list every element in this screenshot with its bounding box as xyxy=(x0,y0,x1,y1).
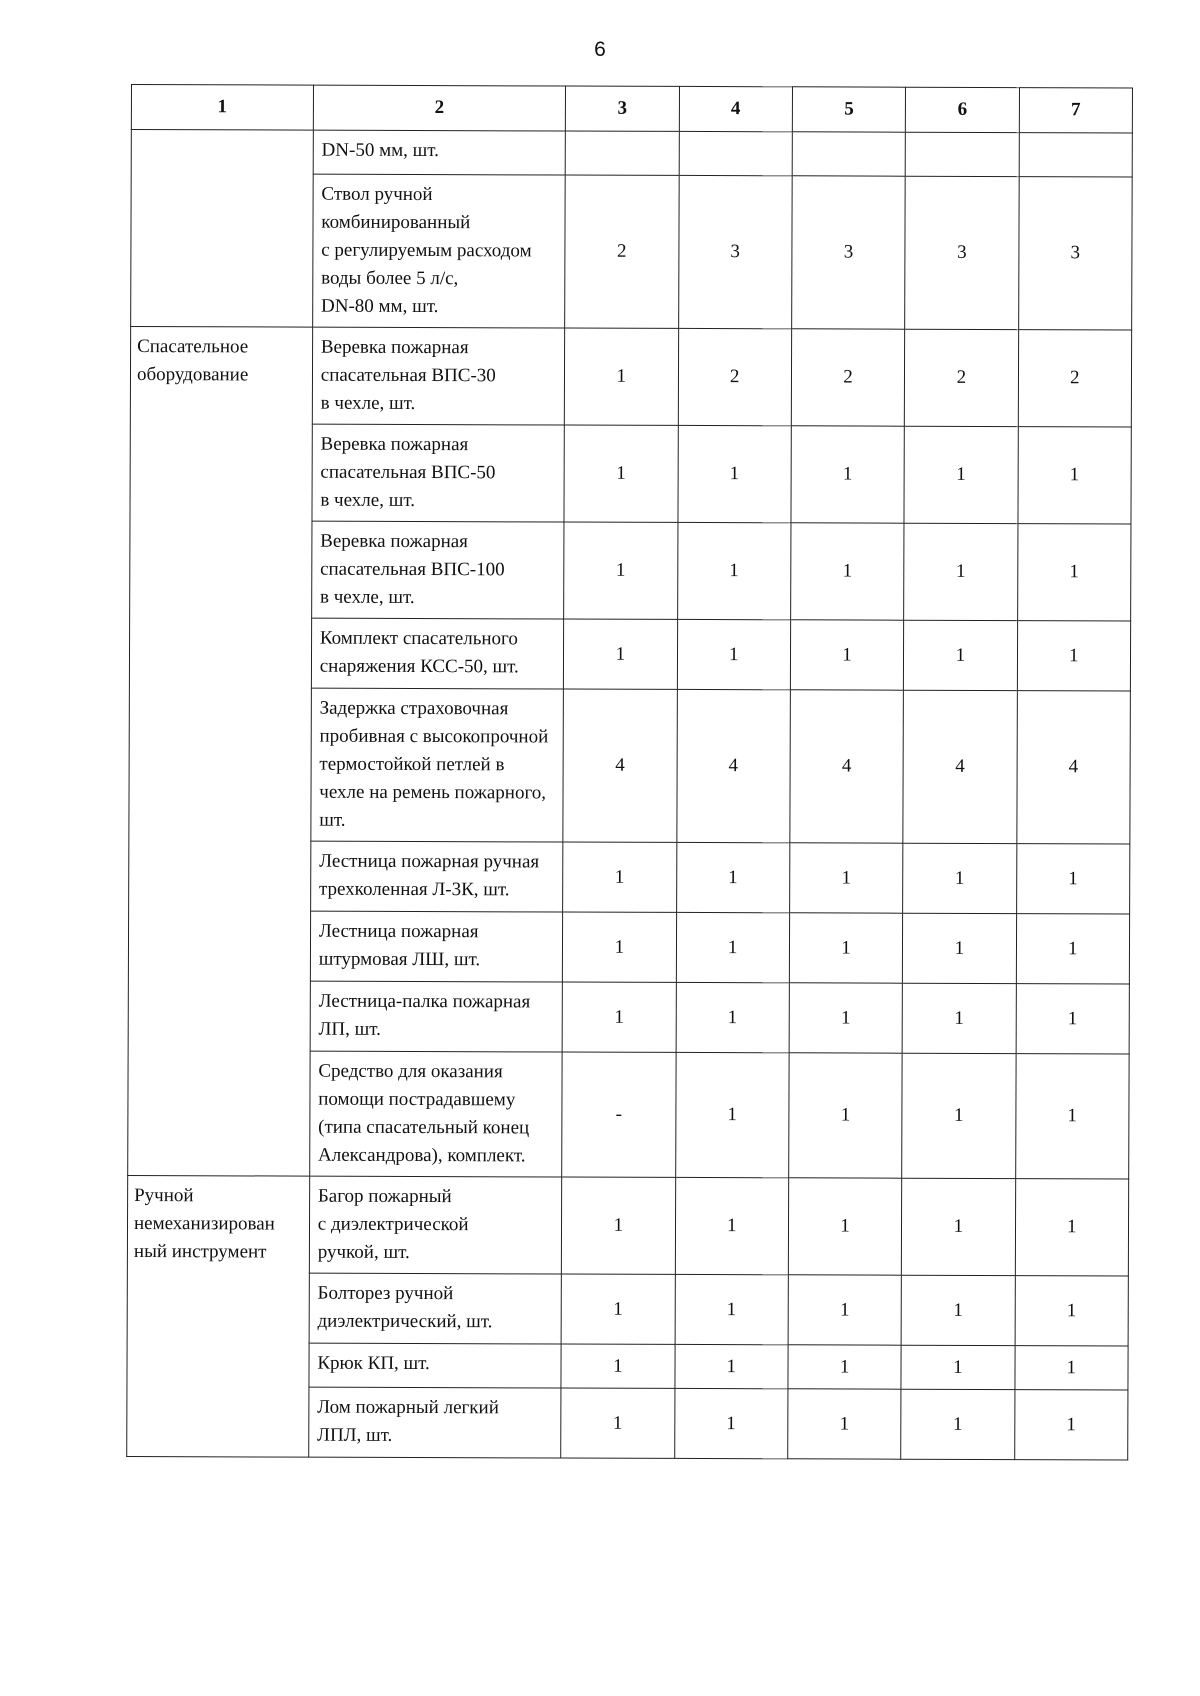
item-description xyxy=(311,688,564,842)
table-row xyxy=(130,327,1131,427)
quantity-cell-col4: 2 xyxy=(678,328,792,425)
quantity-cell-col4: 1 xyxy=(676,982,790,1052)
header-cell: 3 xyxy=(566,86,680,131)
item-description-line: диэлектрический, шт. xyxy=(317,1310,493,1333)
quantity-cell-col6: 1 xyxy=(904,426,1018,523)
item-description-line: Средство для оказания xyxy=(318,1060,503,1083)
quantity-cell-col7: 1 xyxy=(1015,1179,1129,1276)
table-row xyxy=(127,1175,1128,1275)
quantity-cell-col3: 2 xyxy=(565,175,679,328)
quantity-cell-col6: 1 xyxy=(904,620,1018,690)
quantity-cell-col5: 1 xyxy=(788,1389,902,1459)
quantity-cell-col5: 1 xyxy=(790,620,904,690)
equipment-table xyxy=(126,84,1133,1460)
quantity-cell-col7: 1 xyxy=(1016,984,1130,1054)
quantity-cell-col5 xyxy=(792,132,906,176)
quantity-cell-col3: 1 xyxy=(564,522,678,619)
item-description-line: Ствол ручной xyxy=(321,183,433,206)
quantity-cell-col5: 3 xyxy=(792,176,906,329)
item-description-line: Лестница пожарная xyxy=(318,920,479,943)
item-description xyxy=(309,1387,562,1458)
quantity-cell-col5: 1 xyxy=(789,1053,903,1178)
quantity-cell-col6: 4 xyxy=(903,690,1017,843)
item-description-line: спасательная ВПС-30 xyxy=(320,364,496,387)
quantity-cell-col3: 1 xyxy=(561,1388,675,1458)
item-description-line: штурмовая ЛШ, шт. xyxy=(318,948,481,971)
item-description-line: ЛПЛ, шт. xyxy=(317,1424,393,1446)
quantity-cell-col7: 1 xyxy=(1017,621,1131,691)
header-cell: 7 xyxy=(1019,88,1133,133)
quantity-cell-col7: 1 xyxy=(1018,427,1132,524)
quantity-cell-col4: 1 xyxy=(675,1177,789,1274)
item-description-line: Задержка страховочная xyxy=(319,697,509,720)
item-description xyxy=(312,424,565,522)
item-description-line: термостойкой петлей в xyxy=(319,753,505,776)
quantity-cell-col3: 1 xyxy=(563,842,677,912)
item-description-line: Болторез ручной xyxy=(317,1282,454,1305)
item-description xyxy=(309,1051,562,1177)
quantity-cell-col6: 1 xyxy=(901,1275,1015,1345)
item-description-line: с регулируемым расходом xyxy=(321,239,532,262)
header-cell: 4 xyxy=(679,86,793,131)
quantity-cell-col6: 3 xyxy=(905,176,1019,329)
quantity-cell-col3: 1 xyxy=(561,1274,675,1344)
item-description-line: с диэлектрической xyxy=(317,1213,469,1236)
quantity-cell-col4: 4 xyxy=(676,689,790,842)
quantity-cell-col6: 1 xyxy=(902,1053,1016,1178)
quantity-cell-col3 xyxy=(565,131,679,175)
item-description xyxy=(310,841,563,912)
quantity-cell-col4: 1 xyxy=(675,1052,789,1177)
item-description-line: в чехле, шт. xyxy=(320,392,416,414)
category-cell xyxy=(131,130,313,328)
quantity-cell-col4: 1 xyxy=(676,842,790,912)
item-description-line: (типа спасательный конец xyxy=(318,1116,530,1139)
item-description-line: Веревка пожарная xyxy=(320,336,469,359)
quantity-cell-col6 xyxy=(905,132,1019,176)
quantity-cell-col3: 1 xyxy=(564,619,678,689)
quantity-cell-col5: 4 xyxy=(790,690,904,843)
quantity-cell-col7: 1 xyxy=(1014,1390,1128,1460)
item-description-line: ручкой, шт. xyxy=(317,1241,410,1263)
quantity-cell-col7: 1 xyxy=(1017,524,1131,621)
item-description-line: Крюк КП, шт. xyxy=(317,1352,430,1375)
item-description-line: пробивная с высокопрочной xyxy=(319,725,549,748)
quantity-cell-col7: 1 xyxy=(1015,1346,1129,1390)
quantity-cell-col6: 1 xyxy=(902,1178,1016,1275)
quantity-cell-col7: 1 xyxy=(1016,844,1130,914)
item-description-line: Лестница-палка пожарная xyxy=(318,990,531,1013)
quantity-cell-col4 xyxy=(679,131,793,175)
header-row xyxy=(131,85,1132,133)
item-description-line: Веревка пожарная xyxy=(320,433,469,456)
item-description xyxy=(309,1343,562,1388)
category-text: немеханизирован xyxy=(133,1213,275,1235)
quantity-cell-col3: 1 xyxy=(563,912,677,982)
quantity-cell-col6: 1 xyxy=(901,1389,1015,1459)
header-cell: 5 xyxy=(792,87,906,132)
quantity-cell-col3: 4 xyxy=(563,689,677,842)
quantity-cell-col5: 1 xyxy=(788,1178,902,1275)
item-description-line: DN-50 мм, шт. xyxy=(321,139,439,162)
quantity-cell-col5: 1 xyxy=(789,913,903,983)
item-description-line: помощи пострадавшему xyxy=(318,1088,516,1111)
header-cell: 2 xyxy=(313,85,566,131)
item-description xyxy=(309,1176,562,1274)
equipment-table-wrapper xyxy=(126,84,1133,1567)
item-description xyxy=(310,911,563,982)
quantity-cell-col7: 3 xyxy=(1018,177,1132,330)
item-description-line: шт. xyxy=(319,809,346,831)
category-cell xyxy=(128,327,313,1177)
quantity-cell-col4: 1 xyxy=(676,912,790,982)
quantity-cell-col3: 1 xyxy=(561,1344,675,1388)
quantity-cell-col4: 1 xyxy=(678,425,792,522)
quantity-cell-col6: 2 xyxy=(905,329,1019,426)
header-cell: 6 xyxy=(906,87,1020,132)
quantity-cell-col5: 1 xyxy=(791,426,905,523)
item-description xyxy=(309,1273,562,1344)
quantity-cell-col3: 1 xyxy=(562,982,676,1052)
quantity-cell-col6: 1 xyxy=(904,523,1018,620)
item-description xyxy=(311,521,564,619)
item-description-line: Александрова), комплект. xyxy=(318,1144,526,1167)
quantity-cell-col6: 1 xyxy=(902,983,1016,1053)
item-description xyxy=(310,981,563,1052)
item-description-line: спасательная ВПС-50 xyxy=(320,461,496,484)
table-row xyxy=(131,130,1132,177)
quantity-cell-col7: 1 xyxy=(1015,1276,1129,1346)
item-description-line: трехколенная Л-3К, шт. xyxy=(318,878,510,901)
item-description-line: снаряжения КСС-50, шт. xyxy=(319,655,519,678)
quantity-cell-col4: 3 xyxy=(678,175,792,328)
quantity-cell-col6: 1 xyxy=(903,843,1017,913)
category-text: оборудование xyxy=(136,364,249,386)
quantity-cell-col7: 2 xyxy=(1018,330,1132,427)
item-description-line: в чехле, шт. xyxy=(319,586,415,608)
item-description-line: спасательная ВПС-100 xyxy=(320,558,505,581)
category-text: Спасательное xyxy=(137,336,249,358)
item-description-line: DN-80 мм, шт. xyxy=(320,295,439,318)
item-description-line: Лом пожарный легкий xyxy=(317,1396,499,1419)
item-description xyxy=(312,327,565,425)
quantity-cell-col4: 1 xyxy=(674,1344,788,1388)
quantity-cell-col3: 1 xyxy=(564,328,678,425)
quantity-cell-col4: 1 xyxy=(675,1274,789,1344)
item-description-line: воды более 5 л/с, xyxy=(321,267,459,290)
quantity-cell-col3: 1 xyxy=(562,1177,676,1274)
quantity-cell-col5: 1 xyxy=(790,843,904,913)
item-description-line: чехле на ремень пожарного, xyxy=(319,781,547,804)
item-description xyxy=(311,618,564,689)
quantity-cell-col7: 1 xyxy=(1016,914,1130,984)
item-description xyxy=(312,174,565,328)
item-description-line: в чехле, шт. xyxy=(320,489,416,511)
page-number: 6 xyxy=(594,38,606,61)
quantity-cell-col5: 1 xyxy=(791,523,905,620)
quantity-cell-col5: 1 xyxy=(788,1345,902,1389)
category-text: ный инструмент xyxy=(133,1241,267,1263)
quantity-cell-col4: 1 xyxy=(674,1388,788,1458)
item-description-line: Багор пожарный xyxy=(317,1185,452,1208)
quantity-cell-col5: 1 xyxy=(789,983,903,1053)
category-cell xyxy=(127,1175,310,1457)
item-description-line: Веревка пожарная xyxy=(320,530,468,553)
header-cell: 1 xyxy=(131,85,313,131)
item-description xyxy=(313,130,566,175)
item-description-line: Комплект спасательного xyxy=(319,627,518,650)
quantity-cell-col7 xyxy=(1019,133,1133,177)
quantity-cell-col6: 1 xyxy=(901,1345,1015,1389)
quantity-cell-col4: 1 xyxy=(677,619,791,689)
quantity-cell-col6: 1 xyxy=(903,913,1017,983)
category-text: Ручной xyxy=(134,1185,194,1207)
quantity-cell-col7: 4 xyxy=(1016,691,1130,844)
quantity-cell-col3: - xyxy=(562,1052,676,1177)
item-description-line: комбинированный xyxy=(321,211,471,234)
quantity-cell-col7: 1 xyxy=(1015,1054,1129,1179)
item-description-line: ЛП, шт. xyxy=(318,1018,381,1040)
quantity-cell-col5: 1 xyxy=(788,1275,902,1345)
item-description-line: Лестница пожарная ручная xyxy=(319,850,540,873)
quantity-cell-col4: 1 xyxy=(677,522,791,619)
quantity-cell-col3: 1 xyxy=(564,425,678,522)
quantity-cell-col5: 2 xyxy=(791,329,905,426)
